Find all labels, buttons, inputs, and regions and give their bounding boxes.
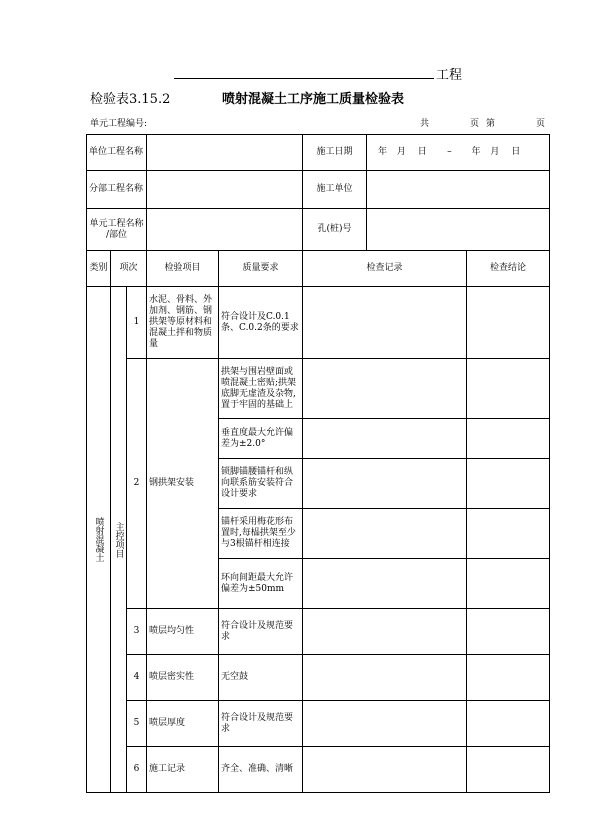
page-title: 喷射混凝土工序施工质量检验表 (222, 92, 405, 107)
row1-record[interactable] (303, 287, 467, 359)
row6-record[interactable] (303, 747, 467, 793)
row5-req: 符合设计及规范要求 (219, 701, 303, 747)
inspection-table (86, 134, 550, 793)
row2c-result[interactable] (467, 459, 550, 509)
pages-no-label: 第 (486, 119, 496, 129)
row4-record[interactable] (303, 655, 467, 701)
row2e-req: 环向间距最大允许偏差为±50mm (219, 559, 303, 609)
row2e-result[interactable] (467, 559, 550, 609)
row3-record[interactable] (303, 609, 467, 655)
sub-project-name-label: 分部工程名称 (87, 171, 147, 209)
sub-project-name-value[interactable] (147, 171, 303, 209)
row3-result[interactable] (467, 609, 550, 655)
pages-total-label: 共 (420, 119, 430, 129)
form-number: 检验表3.15.2 (90, 92, 171, 107)
construction-date-value[interactable]: 年 月 日 – 年 月 日 (367, 135, 550, 171)
row2d-req: 锚杆采用梅花形布置时,每榀拱架至少与3根锚杆相连接 (219, 509, 303, 559)
construction-date-label: 施工日期 (303, 135, 367, 171)
subcategory-cell: 主控项目 (111, 287, 127, 793)
unit-work-name-label: 单元工程名称 /部位 (87, 209, 147, 251)
construction-unit-value[interactable] (367, 171, 550, 209)
unit-work-name-value[interactable] (147, 209, 303, 251)
row1-no: 1 (127, 287, 147, 359)
row2b-record[interactable] (303, 419, 467, 459)
row3-req: 符合设计及规范要求 (219, 609, 303, 655)
category-cell: 喷射混凝土 (87, 287, 111, 793)
row2a-record[interactable] (303, 359, 467, 419)
row1-req: 符合设计及C.0.1条、C.0.2条的要求 (219, 287, 303, 359)
row5-item: 喷层厚度 (147, 701, 219, 747)
row2d-record[interactable] (303, 509, 467, 559)
hole-value[interactable] (367, 209, 550, 251)
row2a-req: 拱架与围岩壁面或喷混凝土密贴;拱架底脚无虚渣及杂物,置于牢固的基础上 (219, 359, 303, 419)
row2a-result[interactable] (467, 359, 550, 419)
unit-project-name-value[interactable] (147, 135, 303, 171)
row2e-record[interactable] (303, 559, 467, 609)
row5-result[interactable] (467, 701, 550, 747)
row2c-req: 锁脚锚腰锚杆和纵向联系筋安装符合设计要求 (219, 459, 303, 509)
row1-result[interactable] (467, 287, 550, 359)
row6-item: 施工记录 (147, 747, 219, 793)
pages-page2-label: 页 (536, 119, 546, 129)
hole-label: 孔(桩)号 (303, 209, 367, 251)
pages-page-label: 页 (470, 119, 480, 129)
unit-project-number-label: 单元工程编号: (90, 119, 148, 129)
row4-item: 喷层密实性 (147, 655, 219, 701)
row6-result[interactable] (467, 747, 550, 793)
row3-no: 3 (127, 609, 147, 655)
row1-item: 水泥、骨料、外加剂、钢筋、钢拱架等原材料和混凝土拌和物质量 (147, 287, 219, 359)
col-check-item: 检验项目 (147, 251, 219, 287)
col-quality-req: 质量要求 (219, 251, 303, 287)
row4-req: 无空鼓 (219, 655, 303, 701)
row2b-req: 垂直度最大允许偏差为±2.0° (219, 419, 303, 459)
project-name-line (174, 78, 434, 79)
col-item-no: 项次 (111, 251, 147, 287)
unit-project-name-label: 单位工程名称 (87, 135, 147, 171)
row4-no: 4 (127, 655, 147, 701)
construction-unit-label: 施工单位 (303, 171, 367, 209)
row5-no: 5 (127, 701, 147, 747)
row2-item: 钢拱架安装 (147, 359, 219, 609)
col-category: 类别 (87, 251, 111, 287)
row6-req: 齐全、准确、清晰 (219, 747, 303, 793)
row4-result[interactable] (467, 655, 550, 701)
col-check-record: 检查记录 (303, 251, 467, 287)
row2c-record[interactable] (303, 459, 467, 509)
row5-record[interactable] (303, 701, 467, 747)
project-suffix: 工程 (436, 68, 463, 83)
row2b-result[interactable] (467, 419, 550, 459)
row2-no: 2 (127, 359, 147, 609)
row6-no: 6 (127, 747, 147, 793)
col-check-result: 检查结论 (467, 251, 550, 287)
row2d-result[interactable] (467, 509, 550, 559)
row3-item: 喷层均匀性 (147, 609, 219, 655)
